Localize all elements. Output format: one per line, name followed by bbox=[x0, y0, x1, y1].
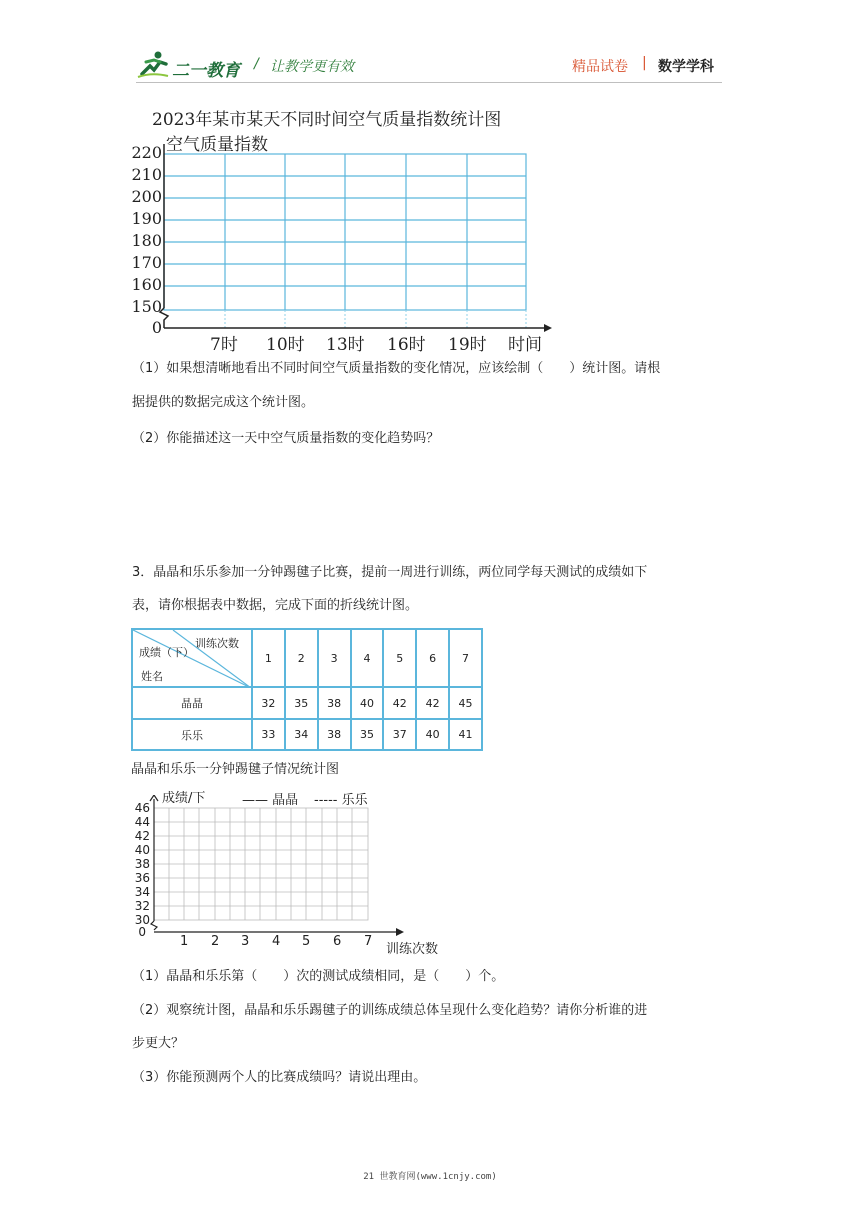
tick-label: 30 bbox=[134, 913, 150, 927]
tick-label: 170 bbox=[131, 253, 162, 272]
tick-label: 0 bbox=[151, 318, 162, 337]
chart2-legend-jingjing: —— 晶晶 bbox=[242, 793, 299, 808]
row-name: 乐乐 bbox=[132, 719, 252, 750]
runner-logo-icon bbox=[136, 50, 170, 78]
chart1-ylabel: 空气质量指数 bbox=[166, 135, 268, 155]
table-cell: 42 bbox=[416, 687, 449, 719]
q3-part1: （1）晶晶和乐乐第（ ）次的测试成绩相同，是（ ）个。 bbox=[132, 969, 505, 984]
chart1-x-tick: 16时 bbox=[387, 335, 426, 355]
table-cell: 42 bbox=[383, 687, 416, 719]
table-cell: 40 bbox=[351, 687, 384, 719]
tick-label: 150 bbox=[131, 297, 162, 316]
tick-label: 200 bbox=[131, 187, 162, 206]
chart2-grid bbox=[130, 795, 430, 945]
table-cell: 40 bbox=[416, 719, 449, 750]
chart1-x-tick: 19时 bbox=[448, 335, 487, 355]
chart2-ylabel: 成绩/下 bbox=[162, 791, 206, 806]
header-rule bbox=[136, 82, 722, 83]
row-name: 晶晶 bbox=[132, 687, 252, 719]
column-header: 6 bbox=[416, 629, 449, 687]
chart2-xlabel: 训练次数 bbox=[386, 942, 439, 957]
chart2-x-tick: 1 bbox=[180, 934, 189, 949]
chart1-x-label: 时间 bbox=[508, 335, 542, 355]
column-header: 1 bbox=[252, 629, 285, 687]
chart1-grid bbox=[130, 140, 570, 350]
header-label-subject: 数学学科 bbox=[658, 59, 714, 75]
q2-part1: （1）如果想清晰地看出不同时间空气质量指数的变化情况，应该绘制（ ）统计图。请根 bbox=[132, 361, 661, 376]
column-header: 5 bbox=[383, 629, 416, 687]
tick-label: 40 bbox=[134, 843, 150, 857]
chart2-x-tick: 4 bbox=[272, 934, 281, 949]
chart2-x-tick: 6 bbox=[333, 934, 342, 949]
table-cell: 35 bbox=[285, 687, 318, 719]
chart2-x-tick: 7 bbox=[364, 934, 373, 949]
q3-part3: （3）你能预测两个人的比赛成绩吗？请说出理由。 bbox=[132, 1070, 427, 1085]
q3-stem-line2: 表，请你根据表中数据，完成下面的折线统计图。 bbox=[132, 598, 419, 613]
logo-text: 二一教育 bbox=[172, 61, 240, 81]
q2-part1-cont: 据提供的数据完成这个统计图。 bbox=[132, 395, 315, 410]
q3-part2-cont: 步更大？ bbox=[132, 1036, 185, 1051]
table-cell: 35 bbox=[351, 719, 384, 750]
q3-stem-line1: 3．晶晶和乐乐参加一分钟踢毽子比赛，提前一周进行训练，两位同学每天测试的成绩如下 bbox=[132, 565, 648, 580]
table-cell: 45 bbox=[449, 687, 482, 719]
table-cell: 34 bbox=[285, 719, 318, 750]
header-slogan: 让教学更有效 bbox=[270, 59, 354, 75]
chart1-x-tick: 10时 bbox=[266, 335, 305, 355]
q2-part2: （2）你能描述这一天中空气质量指数的变化趋势吗？ bbox=[132, 431, 440, 446]
column-header: 7 bbox=[449, 629, 482, 687]
tick-label: 38 bbox=[134, 857, 150, 871]
table-cell: 33 bbox=[252, 719, 285, 750]
column-header: 4 bbox=[351, 629, 384, 687]
table-cell: 37 bbox=[383, 719, 416, 750]
tick-label: 34 bbox=[134, 885, 150, 899]
chart1-title: 2023年某市某天不同时间空气质量指数统计图 bbox=[152, 110, 502, 130]
chart2-x-tick: 2 bbox=[211, 934, 220, 949]
table-cell: 41 bbox=[449, 719, 482, 750]
page-footer: 21 世教育网(www.1cnjy.com) bbox=[363, 1172, 497, 1182]
tick-label: 220 bbox=[131, 143, 162, 162]
table-cell: 38 bbox=[318, 687, 351, 719]
column-header: 3 bbox=[318, 629, 351, 687]
table-cell: 38 bbox=[318, 719, 351, 750]
tick-label: 46 bbox=[134, 801, 150, 815]
tick-label: 190 bbox=[131, 209, 162, 228]
tick-label: 44 bbox=[134, 815, 150, 829]
tick-label: 180 bbox=[131, 231, 162, 250]
header-separator: / bbox=[254, 56, 259, 72]
corner-mid-label: 成绩（下） bbox=[139, 646, 194, 659]
header-logo bbox=[136, 50, 266, 80]
chart1-x-tick: 7时 bbox=[210, 335, 238, 355]
tick-label: 0 bbox=[138, 925, 146, 939]
scores-table bbox=[131, 628, 483, 751]
chart2-title: 晶晶和乐乐一分钟踢毽子情况统计图 bbox=[131, 762, 340, 777]
tick-label: 210 bbox=[131, 165, 162, 184]
tick-label: 36 bbox=[134, 871, 150, 885]
table-row bbox=[132, 687, 482, 719]
column-header: 2 bbox=[285, 629, 318, 687]
tick-label: 32 bbox=[134, 899, 150, 913]
tick-label: 160 bbox=[131, 275, 162, 294]
corner-top-label: 训练次数 bbox=[195, 637, 239, 650]
table-row bbox=[132, 719, 482, 750]
tick-label: 42 bbox=[134, 829, 150, 843]
chart1-x-tick: 13时 bbox=[326, 335, 365, 355]
header-label-premium: 精品试卷 bbox=[572, 59, 628, 75]
table-corner-cell bbox=[132, 629, 252, 687]
chart2-x-tick: 5 bbox=[302, 934, 311, 949]
corner-bottom-label: 姓名 bbox=[141, 670, 163, 683]
chart2-legend-lele: ----- 乐乐 bbox=[314, 793, 368, 808]
table-cell: 32 bbox=[252, 687, 285, 719]
chart2-x-tick: 3 bbox=[241, 934, 250, 949]
q3-part2: （2）观察统计图，晶晶和乐乐踢毽子的训练成绩总体呈现什么变化趋势？请你分析谁的进 bbox=[132, 1003, 648, 1018]
header-divider: | bbox=[642, 55, 647, 71]
